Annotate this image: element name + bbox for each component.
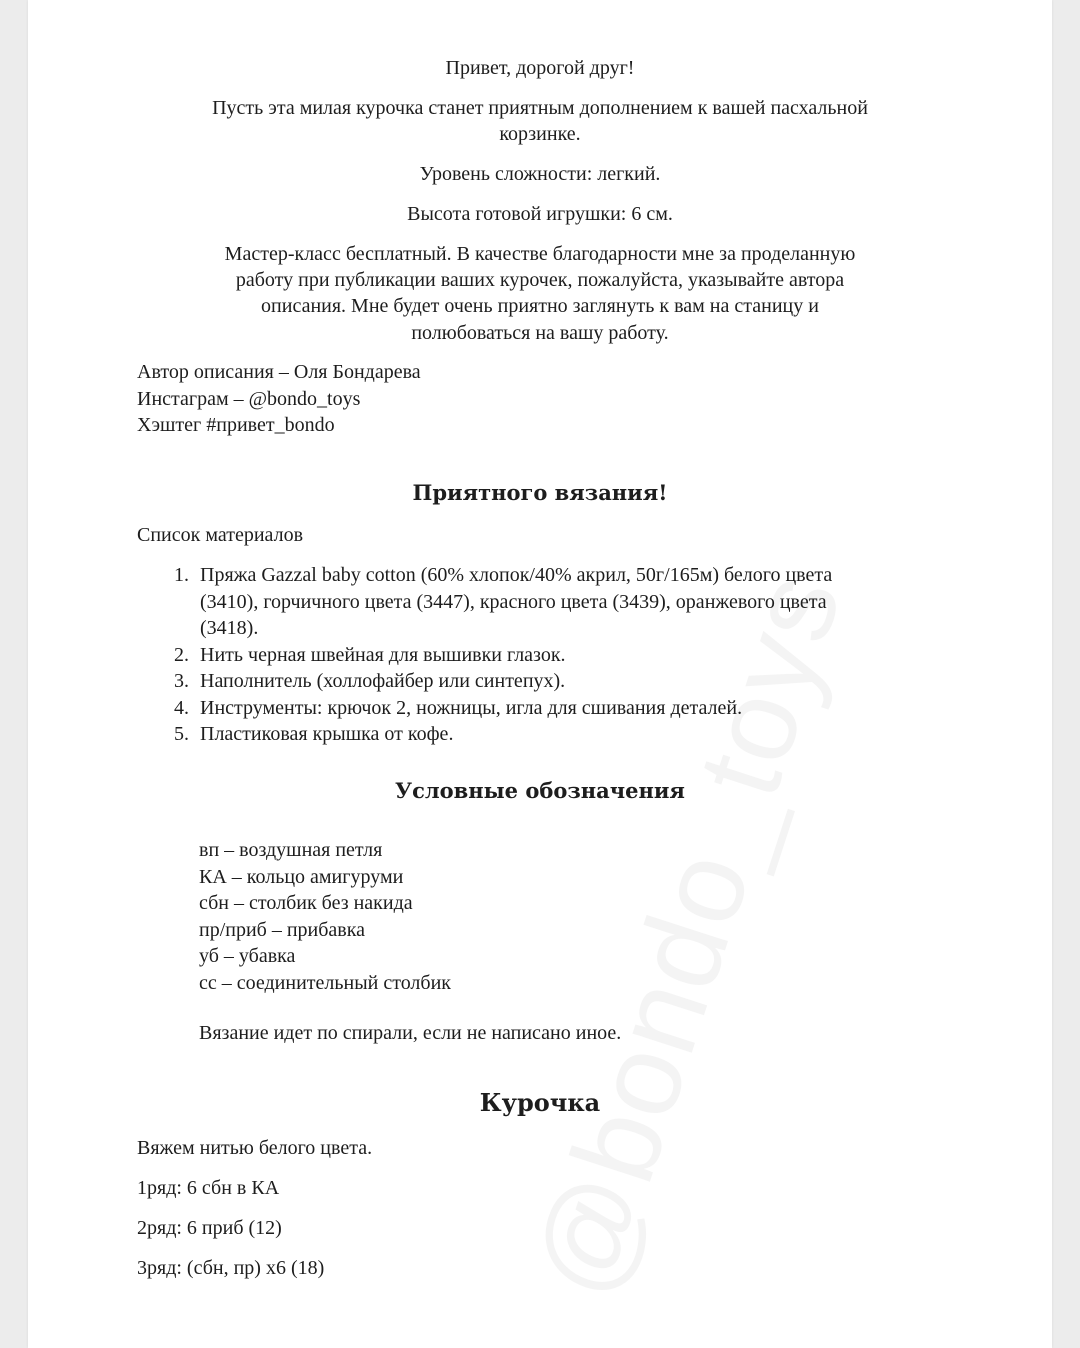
free-note-line-2: работу при публикации ваших курочек, пожалуйста, указывайте автора (235, 269, 845, 291)
list-item: 5. Пластиковая крышка от кофе. (174, 723, 454, 745)
row-3: 3ряд: (сбн, пр) х6 (18) (137, 1257, 325, 1279)
intro-line-2: корзинке. (499, 123, 581, 145)
greeting: Привет, дорогой друг! (445, 57, 635, 79)
list-item: 4. Инструменты: крючок 2, ножницы, игла для сшивания деталей. (174, 696, 743, 719)
free-note-line-4: полюбоваться на вашу работу. (411, 322, 669, 344)
author-block (137, 359, 421, 439)
row-2: 2ряд: 6 приб (12) (137, 1217, 282, 1239)
list-item: 2. Нить черная швейная для вышивки глазок. (174, 643, 566, 666)
spiral-note: Вязание идет по спирали, если не написано иное. (199, 1022, 622, 1044)
legend-list (199, 837, 451, 996)
toy-height: Высота готовой игрушки: 6 см. (407, 203, 673, 225)
legend-item: сбн – столбик без накида (199, 892, 413, 914)
legend-item: сс – соединительный столбик (199, 971, 452, 994)
intro-line-1: Пусть эта милая курочка станет приятным дополнением к вашей пасхальной (212, 97, 868, 119)
author-instagram: Инстаграм – @bondo_toys (137, 387, 361, 410)
materials-list (163, 562, 993, 748)
legend-item: пр/приб – прибавка (199, 918, 366, 941)
free-note-line-1: Мастер-класс бесплатный. В качестве благодарности мне за проделанную (224, 243, 856, 265)
list-item: 1. Пряжа Gazzal baby cotton (60% хлопок/40% акрил, 50г/165м) белого цвета (3410), горчичного цвета (3447), красного цвета (3439), оранжевого цвета (3418). (174, 564, 833, 639)
list-item: 3. Наполнитель (холлофайбер или синтепух). (174, 670, 566, 692)
happy-knitting-heading: Приятного вязания! (412, 480, 668, 505)
section-heading: Курочка (479, 1088, 601, 1117)
author-hashtag: Хэштег #привет_bondo (137, 414, 335, 436)
document-page (28, 0, 1052, 1348)
legend-heading: Условные обозначения (395, 778, 685, 803)
legend-item: КА – кольцо амигуруми (199, 865, 404, 888)
free-note-line-3: описания. Мне будет очень приятно заглянуть к вам на станицу и (261, 295, 819, 317)
difficulty: Уровень сложности: легкий. (419, 163, 661, 185)
row-1: 1ряд: 6 сбн в КА (137, 1177, 280, 1199)
legend-item: уб – убавка (199, 945, 296, 967)
legend-item: вп – воздушная петля (199, 839, 383, 861)
section-intro: Вяжем нитью белого цвета. (137, 1137, 373, 1159)
materials-title: Список материалов (137, 524, 304, 546)
author-name: Автор описания – Оля Бондарева (137, 361, 421, 383)
